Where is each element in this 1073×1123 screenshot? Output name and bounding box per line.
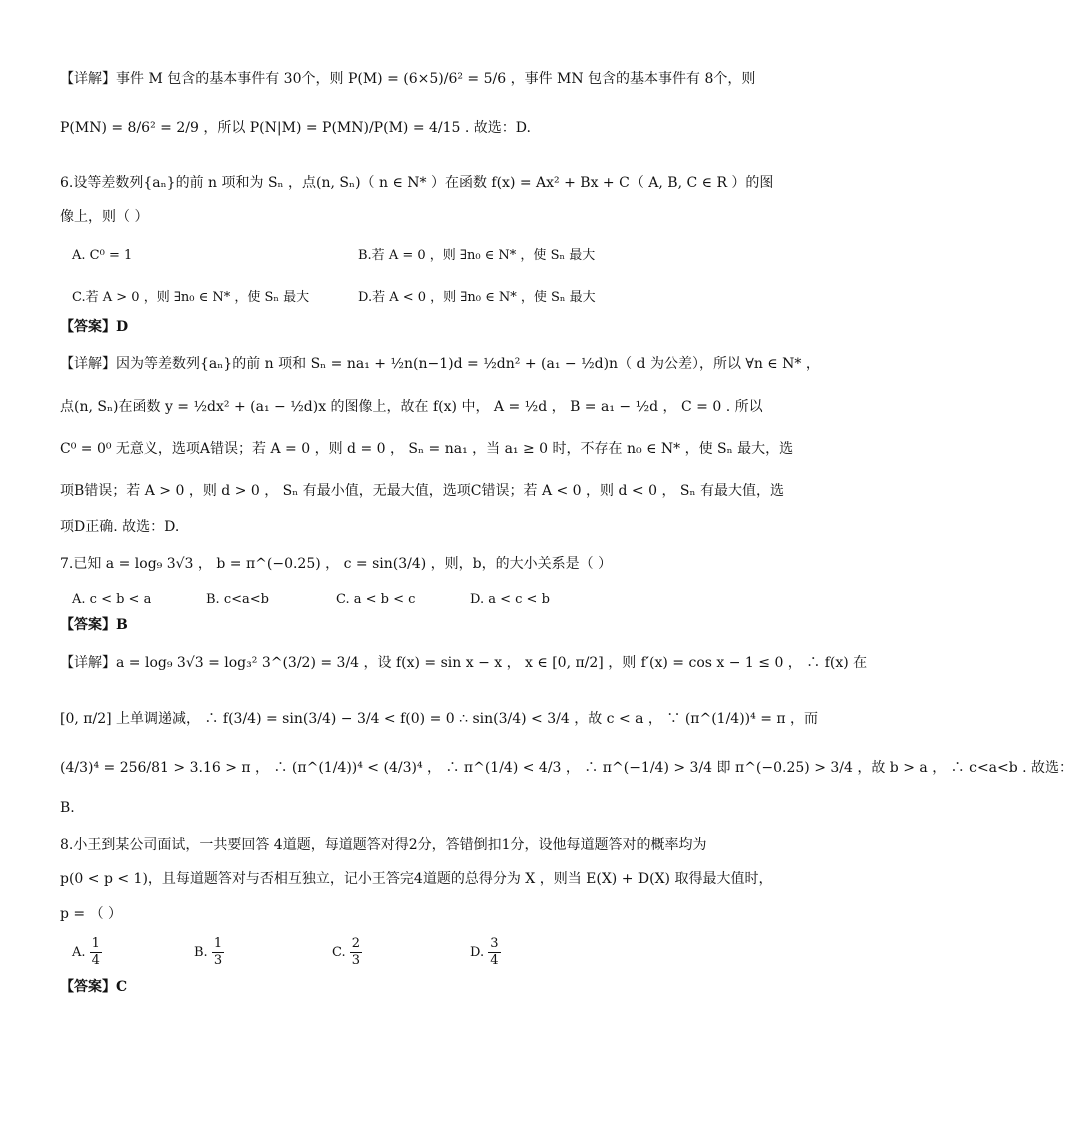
q7-option-a: A. c < b < a — [72, 592, 152, 607]
q6-stem-line-1: 6.设等差数列{aₙ}的前 n 项和为 Sₙ ，点(n, Sₙ)（ n ∈ N* ）在函数 f(x) = Ax² + Bx + C（ A, B, C ∈ R ）的图 — [60, 175, 774, 191]
q7-stem: 7.已知 a = log₉ 3√3 ， b = π^(−0.25) ， c = sin(3/4) ，则，b，的大小关系是（ ） — [60, 556, 613, 572]
q7-option-d: D. a < c < b — [470, 592, 550, 607]
q6-option-a: A. C⁰ = 1 — [72, 248, 133, 263]
q6-solution-line-5: 项D正确. 故选：D. — [60, 519, 180, 535]
q8-option-d: D. $\frac{3}{4}$ — [470, 936, 499, 968]
q8-option-d-fraction: $\frac{3}{4}$ — [490, 936, 499, 968]
q7-solution-line-3: (4/3)⁴ = 256/81 > 3.16 > π ， ∴ (π^(1/4))⁴ < (4/3)⁴ ， ∴ π^(1/4) < 4/3 ， ∴ π^(−1/4) > 3/4 即 π^(−0.25) > 3/4 ，故 b > a ， ∴ c<a<b . 故选： — [60, 760, 1073, 776]
q7-option-b: B. c<a<b — [206, 592, 269, 607]
q8-option-c-fraction: $\frac{2}{3}$ — [351, 936, 361, 968]
q6-option-d: D.若 A < 0 ，则 ∃n₀ ∈ N* ，使 Sₙ 最大 — [358, 290, 596, 305]
q7-solution-line-1: 【详解】a = log₉ 3√3 = log₃² 3^(3/2) = 3/4 ，设 f(x) = sin x − x ， x ∈ [0, π/2] ，则 f′(x) = cos x − 1 ≤ 0 ， ∴ f(x) 在 — [60, 655, 868, 671]
q7-solution-line-2: [0, π/2] 上单调递减， ∴ f(3/4) = sin(3/4) − 3/4 < f(0) = 0 ∴ sin(3/4) < 3/4 ，故 c < a ， ∵ (π^(1/4))⁴ = π ，而 — [60, 711, 819, 727]
q8-option-a-fraction: $\frac{1}{4}$ — [91, 936, 100, 968]
q6-solution-line-1: 【详解】因为等差数列{aₙ}的前 n 项和 Sₙ = na₁ + ½n(n−1)d = ½dn² + (a₁ − ½d)n（ d 为公差），所以 ∀n ∈ N* ， — [60, 356, 820, 372]
q8-option-c: C. $\frac{2}{3}$ — [332, 936, 361, 968]
q6-option-b: B.若 A = 0 ，则 ∃n₀ ∈ N* ，使 Sₙ 最大 — [358, 248, 596, 263]
q8-option-b-fraction: $\frac{1}{3}$ — [213, 936, 223, 968]
q8-answer: 【答案】C — [60, 979, 128, 995]
q6-answer: 【答案】D — [60, 319, 129, 335]
q6-solution-line-2: 点(n, Sₙ)在函数 y = ½dx² + (a₁ − ½d)x 的图像上，故在 f(x) 中， A = ½d ， B = a₁ − ½d ， C = 0 . 所以 — [60, 399, 763, 415]
q6-stem-line-2: 像上，则（ ） — [60, 209, 149, 225]
q6-solution-line-3: C⁰ = 0⁰ 无意义，选项A错误；若 A = 0 ，则 d = 0 ， Sₙ = na₁ ，当 a₁ ≥ 0 时，不存在 n₀ ∈ N* ，使 Sₙ 最大，选 — [60, 441, 794, 457]
q8-stem-line-3: p = （ ） — [60, 906, 123, 922]
q7-solution-line-4: B. — [60, 800, 75, 816]
q7-option-c: C. a < b < c — [336, 592, 416, 607]
q8-option-a: A. $\frac{1}{4}$ — [72, 936, 100, 968]
q6-option-c: C.若 A > 0 ，则 ∃n₀ ∈ N* ，使 Sₙ 最大 — [72, 290, 310, 305]
q8-stem-line-1: 8.小王到某公司面试，一共要回答 4道题，每道题答对得2分，答错倒扣1分，设他每道题答对的概率均为 — [60, 837, 707, 853]
q6-solution-line-4: 项B错误；若 A > 0 ，则 d > 0 ， Sₙ 有最小值，无最大值，选项C错误；若 A < 0 ，则 d < 0 ， Sₙ 有最大值，选 — [60, 483, 784, 499]
q8-option-b: B. $\frac{1}{3}$ — [194, 936, 223, 968]
q8-stem-line-2: p(0 < p < 1)，且每道题答对与否相互独立，记小王答完4道题的总得分为 X ，则当 E(X) + D(X) 取得最大值时， — [60, 871, 773, 887]
q5-solution-line-2: P(MN) = 8/6² = 2/9 ，所以 P(N|M) = P(MN)/P(M) = 4/15 . 故选：D. — [60, 120, 531, 136]
q7-answer: 【答案】B — [60, 617, 128, 633]
q5-solution-line-1: 【详解】事件 M 包含的基本事件有 30个，则 P(M) = (6×5)/6² = 5/6 ，事件 MN 包含的基本事件有 8个，则 — [60, 71, 756, 87]
